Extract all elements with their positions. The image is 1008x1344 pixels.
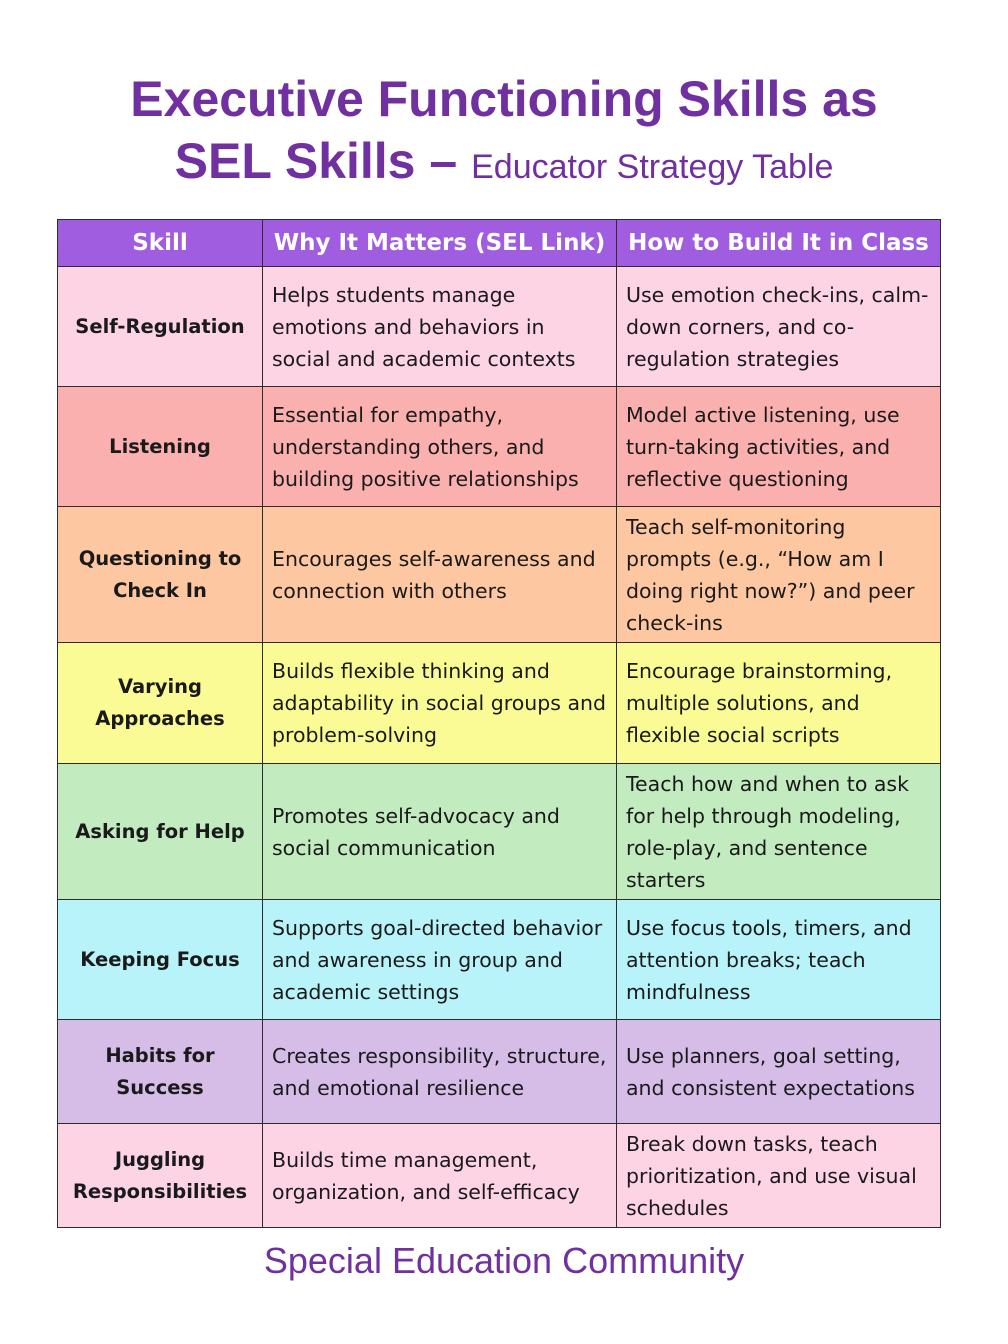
why-cell: Promotes self-advocacy and social communication [263,764,617,900]
how-cell: Teach how and when to ask for help through modeling, role-play, and sentence starters [617,764,941,900]
skill-cell: Self-Regulation [58,267,263,387]
why-cell: Essential for empathy, understanding others, and building positive relationships [263,387,617,507]
header-why-it-matters: Why It Matters (SEL Link) [263,220,617,267]
title-line-2: SEL Skills – [174,133,458,189]
table-row-habits-for-success [58,1020,941,1124]
how-cell: Teach self-monitoring prompts (e.g., “How am I doing right now?”) and peer check-ins [617,507,941,643]
skill-cell: Habits for Success [58,1020,263,1124]
why-cell: Encourages self-awareness and connection with others [263,507,617,643]
skill-cell: Juggling Responsibilities [58,1124,263,1228]
table-row-questioning [58,507,941,643]
how-cell: Use focus tools, timers, and attention breaks; teach mindfulness [617,900,941,1020]
skill-cell: Keeping Focus [58,900,263,1020]
why-cell: Supports goal-directed behavior and awareness in group and academic settings [263,900,617,1020]
how-cell: Use emotion check-ins, calm-down corners, and co-regulation strategies [617,267,941,387]
table-row-juggling-responsibilities [58,1124,941,1228]
skill-cell: Questioning to Check In [58,507,263,643]
title-line-1: Executive Functioning Skills as [130,71,878,127]
header-how-to-build: How to Build It in Class [617,220,941,267]
how-cell: Use planners, goal setting, and consistent expectations [617,1020,941,1124]
footer-credit: Special Education Community [263,1240,745,1281]
header-skill: Skill [58,220,263,267]
how-cell: Model active listening, use turn-taking activities, and reflective questioning [617,387,941,507]
table-header-row [58,220,941,267]
skill-cell: Varying Approaches [58,643,263,764]
skill-cell: Listening [58,387,263,507]
table-row-listening [58,387,941,507]
how-cell: Break down tasks, teach prioritization, and use visual schedules [617,1124,941,1228]
why-cell: Helps students manage emotions and behaviors in social and academic contexts [263,267,617,387]
page-title [0,68,1008,198]
title-subtitle: Educator Strategy Table [471,148,834,186]
why-cell: Builds time management, organization, and self-efficacy [263,1124,617,1228]
table-row-keeping-focus [58,900,941,1020]
table-row-self-regulation [58,267,941,387]
skill-cell: Asking for Help [58,764,263,900]
why-cell: Creates responsibility, structure, and emotional resilience [263,1020,617,1124]
how-cell: Encourage brainstorming, multiple solutions, and flexible social scripts [617,643,941,764]
table-row-asking-for-help [58,764,941,900]
why-cell: Builds flexible thinking and adaptability in social groups and problem-solving [263,643,617,764]
strategy-table [57,219,941,1228]
table-row-varying-approaches [58,643,941,764]
